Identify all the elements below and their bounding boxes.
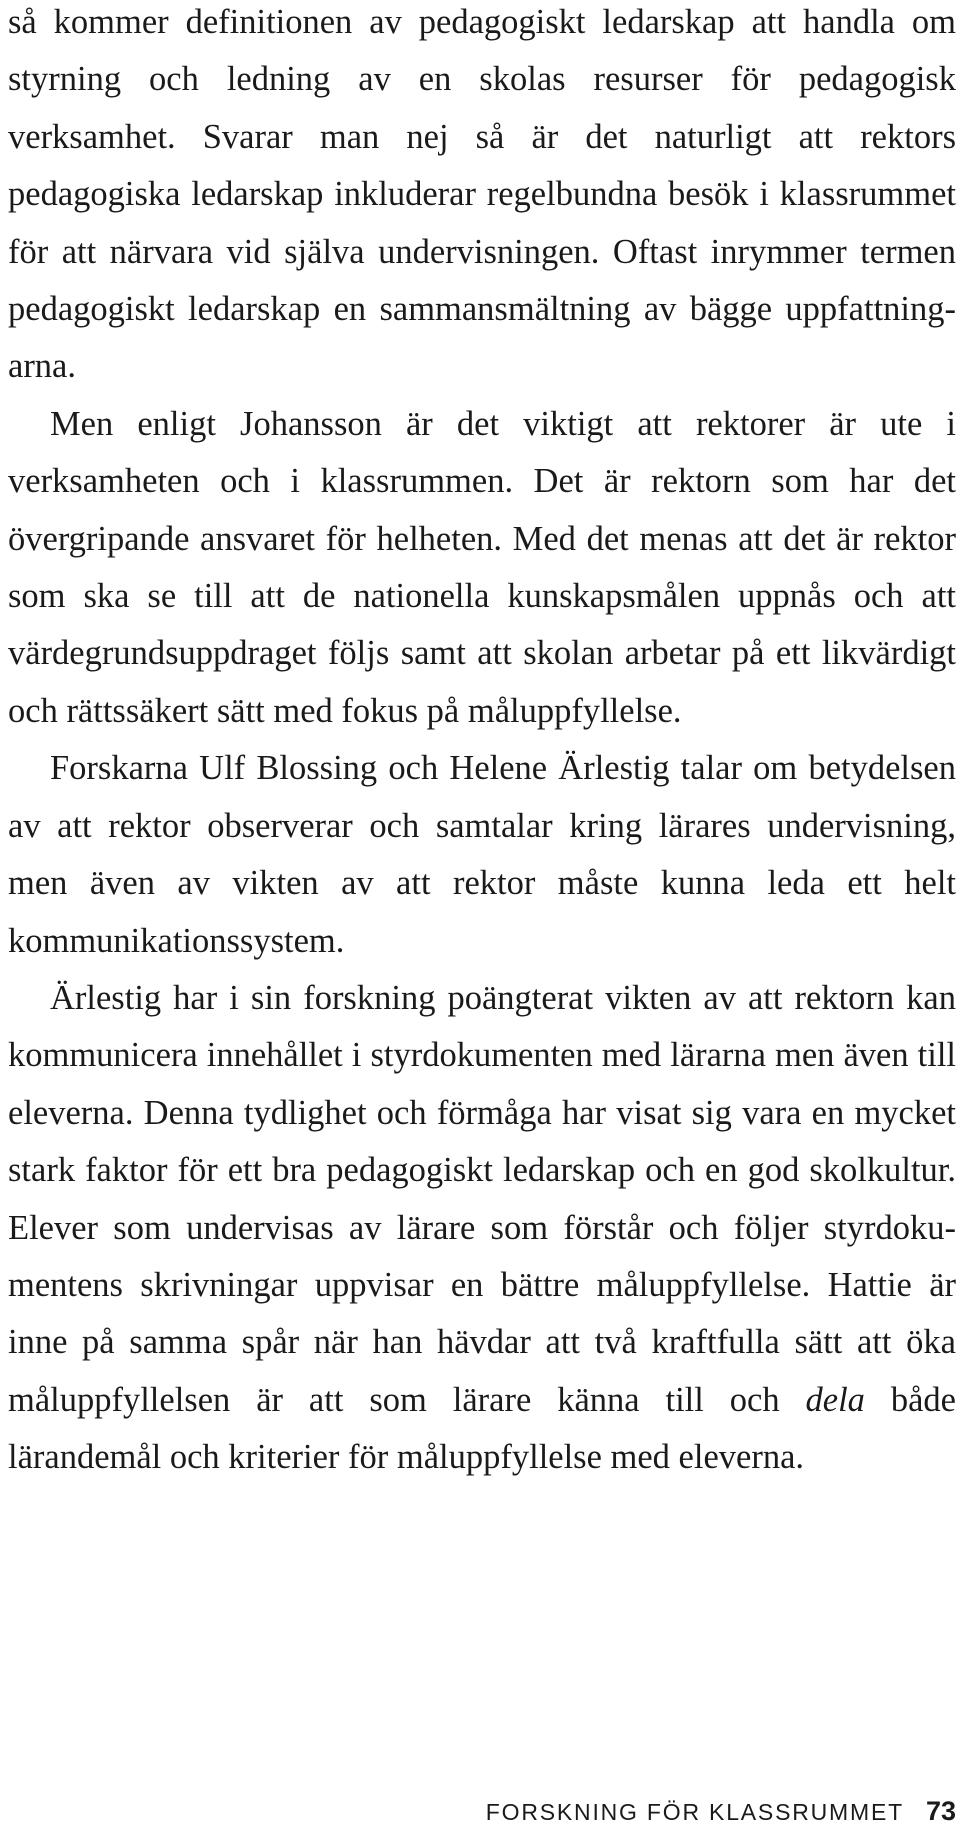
paragraph-1: så kommer definitionen av pedagogiskt ledarskap att handla om styrning och ledning av en skolas resurser för pedagogisk verksamhet. Svarar man nej så är det naturligt att rektors pedagogiska ledarskap inkluderar regelbundna besök i klassrummet för att närvara vid själva undervisningen. Oftast inrymmer termen pedagogiskt ledarskap en sammansmältning av bägge uppfattningarna. [8, 3, 956, 386]
page-number: 73 [925, 1796, 956, 1826]
paragraph-4-text-after: både lärandemål och kriterier för måluppfyllelse med eleverna. [8, 1380, 956, 1477]
emphasized-word: dela [805, 1380, 865, 1419]
paragraph-3: Forskarna Ulf Blossing och Helene Ärlestig talar om betydelsen av att rektor observerar och samtalar kring lärares undervisning, men även av vikten av att rektor måste kunna leda ett helt kommunikationssystem. [8, 749, 956, 960]
paragraph-4-text-before: Ärlestig har i sin forskning poängterat vikten av att rektorn kan kommunicera innehållet i styrdokumenten med lärarna men även till eleverna. Denna tydlighet och förmåga har visat sig vara en mycket stark faktor för ett bra pedagogiskt ledarskap och en god skolkultur. Elever som undervisas av lärare som förstår och följer styrdokumentens skrivningar uppvisar en bättre måluppfyllelse. Hattie är inne på samma spår när han hävdar att två kraftfulla sätt att öka måluppfyllelsen är att som lärare känna till och [8, 978, 956, 1419]
paragraph-4 [8, 970, 956, 1487]
running-footer-title: FORSKNING FÖR KLASSRUMMET [485, 1799, 904, 1825]
paragraph-2: Men enligt Johansson är det viktigt att rektorer är ute i verksamheten och i klassrummen. Det är rektorn som har det övergripande ansvaret för helheten. Med det menas att det är rektor som ska se till att de nationella kunskapsmålen uppnås och att värdegrundsuppdraget följs samt att skolan arbetar på ett likvärdigt och rättssäkert sätt med fokus på måluppfyllelse. [8, 404, 956, 730]
page-footer [486, 1796, 956, 1827]
body-text [8, 0, 956, 1487]
